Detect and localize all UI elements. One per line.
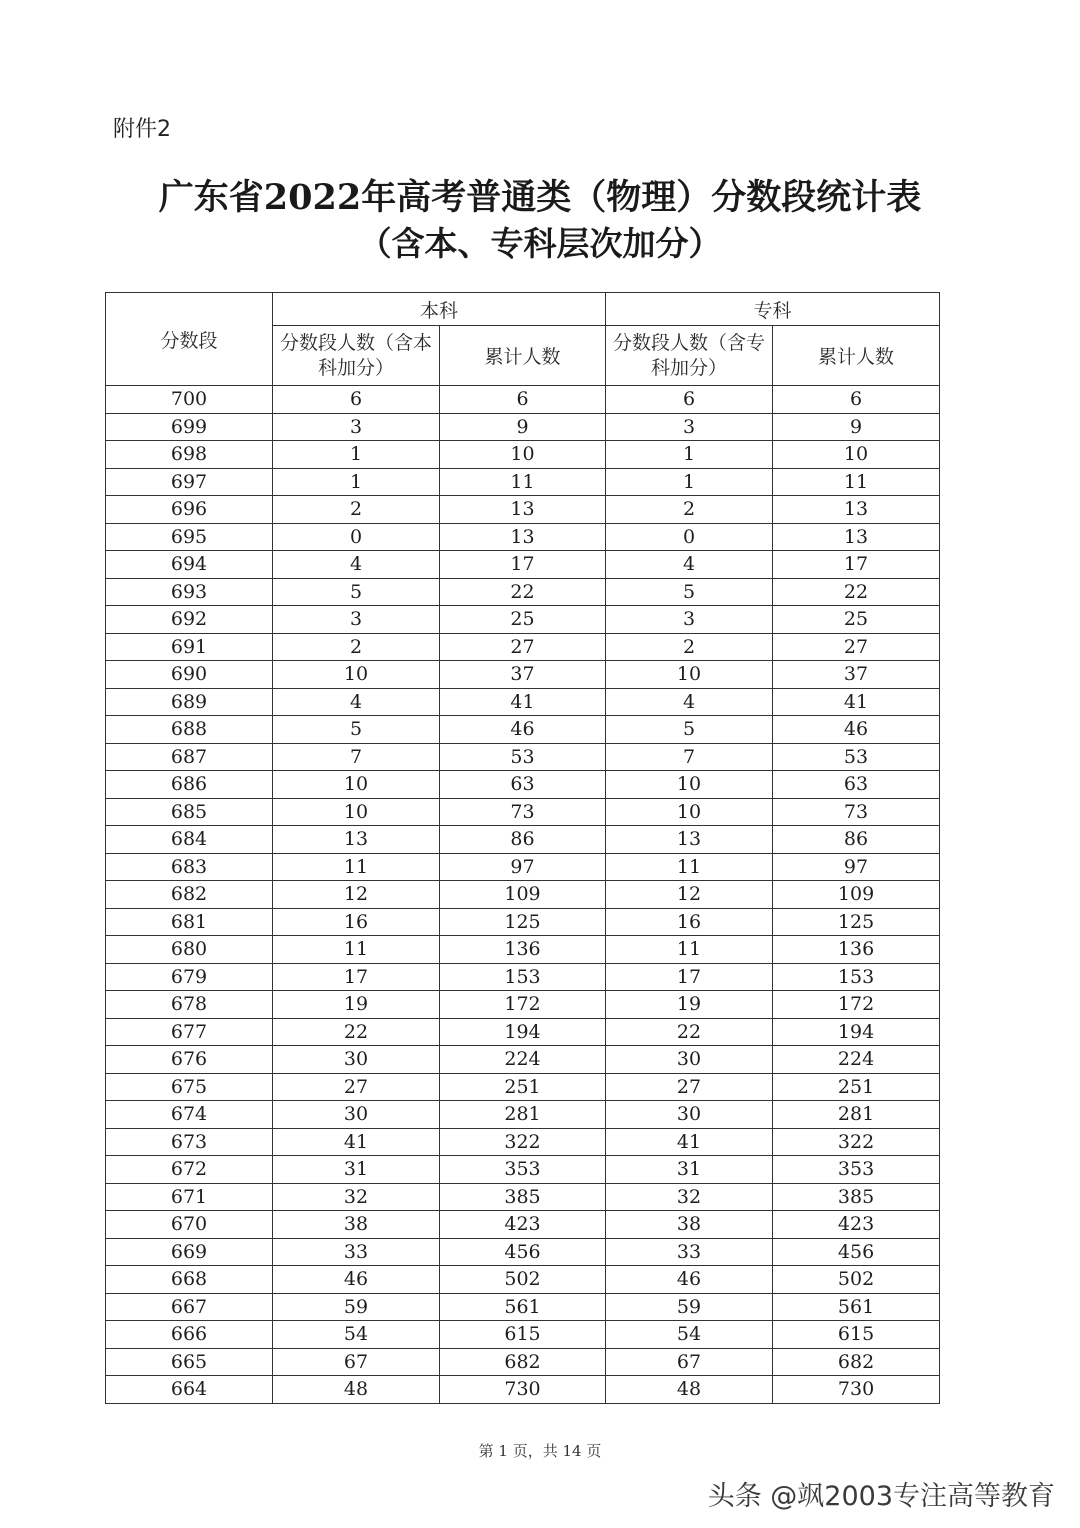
cell-associate-count: 17 (606, 963, 773, 991)
cell-bachelor-count: 16 (273, 908, 440, 936)
cell-score: 669 (106, 1238, 273, 1266)
table-row (106, 1101, 940, 1129)
table-row (106, 1376, 940, 1404)
cell-bachelor-cumulative: 37 (440, 661, 606, 689)
table-row (106, 771, 940, 799)
table-row (106, 688, 940, 716)
cell-associate-cumulative: 86 (773, 826, 940, 854)
cell-associate-count: 46 (606, 1266, 773, 1294)
cell-associate-cumulative: 46 (773, 716, 940, 744)
cell-score: 672 (106, 1156, 273, 1184)
cell-associate-cumulative: 281 (773, 1101, 940, 1129)
cell-bachelor-count: 7 (273, 743, 440, 771)
cell-associate-count: 11 (606, 853, 773, 881)
cell-bachelor-cumulative: 502 (440, 1266, 606, 1294)
cell-bachelor-count: 30 (273, 1101, 440, 1129)
cell-bachelor-cumulative: 25 (440, 606, 606, 634)
cell-bachelor-cumulative: 22 (440, 578, 606, 606)
table-row (106, 1238, 940, 1266)
cell-score: 695 (106, 523, 273, 551)
cell-associate-cumulative: 53 (773, 743, 940, 771)
attachment-label: 附件2 (113, 117, 171, 142)
table-row (106, 386, 940, 414)
cell-bachelor-count: 48 (273, 1376, 440, 1404)
cell-bachelor-cumulative: 730 (440, 1376, 606, 1404)
cell-bachelor-count: 11 (273, 936, 440, 964)
cell-bachelor-count: 13 (273, 826, 440, 854)
cell-bachelor-cumulative: 41 (440, 688, 606, 716)
table-row (106, 743, 940, 771)
cell-bachelor-cumulative: 561 (440, 1293, 606, 1321)
cell-associate-cumulative: 97 (773, 853, 940, 881)
cell-associate-count: 22 (606, 1018, 773, 1046)
cell-bachelor-cumulative: 322 (440, 1128, 606, 1156)
cell-associate-cumulative: 9 (773, 413, 940, 441)
cell-associate-count: 0 (606, 523, 773, 551)
cell-score: 689 (106, 688, 273, 716)
cell-bachelor-count: 31 (273, 1156, 440, 1184)
cell-associate-cumulative: 385 (773, 1183, 940, 1211)
cell-bachelor-count: 1 (273, 468, 440, 496)
watermark-text: 头条 @飒2003专注高等教育 (707, 1481, 1055, 1512)
cell-score: 690 (106, 661, 273, 689)
table-row (106, 523, 940, 551)
cell-bachelor-count: 10 (273, 661, 440, 689)
cell-score: 670 (106, 1211, 273, 1239)
cell-associate-cumulative: 13 (773, 496, 940, 524)
cell-score: 667 (106, 1293, 273, 1321)
cell-bachelor-count: 17 (273, 963, 440, 991)
table-row (106, 468, 940, 496)
cell-associate-count: 3 (606, 606, 773, 634)
table-row (106, 413, 940, 441)
cell-associate-count: 2 (606, 633, 773, 661)
cell-associate-cumulative: 224 (773, 1046, 940, 1074)
table-row (106, 633, 940, 661)
cell-score: 683 (106, 853, 273, 881)
cell-score: 700 (106, 386, 273, 414)
cell-associate-cumulative: 11 (773, 468, 940, 496)
cell-associate-cumulative: 353 (773, 1156, 940, 1184)
cell-associate-cumulative: 22 (773, 578, 940, 606)
cell-associate-count: 27 (606, 1073, 773, 1101)
cell-associate-count: 2 (606, 496, 773, 524)
cell-bachelor-count: 30 (273, 1046, 440, 1074)
cell-bachelor-count: 27 (273, 1073, 440, 1101)
cell-associate-count: 41 (606, 1128, 773, 1156)
table-row (106, 716, 940, 744)
cell-bachelor-cumulative: 281 (440, 1101, 606, 1129)
cell-bachelor-cumulative: 11 (440, 468, 606, 496)
cell-bachelor-cumulative: 172 (440, 991, 606, 1019)
table-body (106, 386, 940, 1404)
table-row (106, 1128, 940, 1156)
table-row (106, 1156, 940, 1184)
cell-associate-count: 19 (606, 991, 773, 1019)
cell-bachelor-cumulative: 46 (440, 716, 606, 744)
cell-score: 671 (106, 1183, 273, 1211)
cell-score: 680 (106, 936, 273, 964)
cell-bachelor-count: 6 (273, 386, 440, 414)
cell-bachelor-cumulative: 86 (440, 826, 606, 854)
cell-score: 668 (106, 1266, 273, 1294)
cell-associate-cumulative: 194 (773, 1018, 940, 1046)
table-row (106, 936, 940, 964)
cell-associate-cumulative: 561 (773, 1293, 940, 1321)
cell-bachelor-count: 11 (273, 853, 440, 881)
cell-score: 686 (106, 771, 273, 799)
table-row (106, 441, 940, 469)
cell-associate-cumulative: 10 (773, 441, 940, 469)
cell-associate-count: 16 (606, 908, 773, 936)
table-row (106, 908, 940, 936)
document-subtitle: （含本、专科层次加分） (358, 224, 722, 263)
cell-bachelor-cumulative: 136 (440, 936, 606, 964)
cell-associate-count: 13 (606, 826, 773, 854)
cell-bachelor-count: 41 (273, 1128, 440, 1156)
table-row (106, 1348, 940, 1376)
cell-associate-cumulative: 322 (773, 1128, 940, 1156)
table-row (106, 1211, 940, 1239)
cell-associate-count: 3 (606, 413, 773, 441)
cell-score: 675 (106, 1073, 273, 1101)
cell-bachelor-cumulative: 73 (440, 798, 606, 826)
cell-bachelor-cumulative: 194 (440, 1018, 606, 1046)
cell-bachelor-count: 4 (273, 688, 440, 716)
cell-bachelor-cumulative: 53 (440, 743, 606, 771)
cell-associate-cumulative: 615 (773, 1321, 940, 1349)
cell-bachelor-count: 46 (273, 1266, 440, 1294)
table-row (106, 551, 940, 579)
cell-score: 685 (106, 798, 273, 826)
table-row (106, 1321, 940, 1349)
cell-bachelor-count: 38 (273, 1211, 440, 1239)
table-row (106, 1018, 940, 1046)
cell-score: 673 (106, 1128, 273, 1156)
cell-bachelor-count: 4 (273, 551, 440, 579)
cell-bachelor-count: 67 (273, 1348, 440, 1376)
header-associate-group: 专科 (606, 293, 940, 326)
table-row (106, 1266, 940, 1294)
header-score-range: 分数段 (106, 293, 273, 386)
header-bachelor-group: 本科 (273, 293, 606, 326)
cell-score: 697 (106, 468, 273, 496)
cell-score: 696 (106, 496, 273, 524)
header-associate-count: 分数段人数（含专科加分） (606, 326, 773, 386)
cell-associate-cumulative: 73 (773, 798, 940, 826)
cell-score: 679 (106, 963, 273, 991)
cell-score: 692 (106, 606, 273, 634)
cell-score: 687 (106, 743, 273, 771)
cell-associate-count: 32 (606, 1183, 773, 1211)
cell-bachelor-count: 33 (273, 1238, 440, 1266)
cell-associate-count: 59 (606, 1293, 773, 1321)
cell-associate-cumulative: 63 (773, 771, 940, 799)
cell-associate-count: 6 (606, 386, 773, 414)
cell-associate-count: 10 (606, 798, 773, 826)
cell-score: 682 (106, 881, 273, 909)
cell-bachelor-cumulative: 125 (440, 908, 606, 936)
cell-bachelor-cumulative: 153 (440, 963, 606, 991)
table-row (106, 853, 940, 881)
cell-associate-cumulative: 13 (773, 523, 940, 551)
table-row (106, 496, 940, 524)
cell-associate-cumulative: 251 (773, 1073, 940, 1101)
cell-associate-count: 30 (606, 1046, 773, 1074)
cell-associate-cumulative: 682 (773, 1348, 940, 1376)
cell-associate-cumulative: 730 (773, 1376, 940, 1404)
cell-bachelor-cumulative: 251 (440, 1073, 606, 1101)
cell-bachelor-cumulative: 13 (440, 496, 606, 524)
table-row (106, 578, 940, 606)
table-row (106, 826, 940, 854)
cell-score: 678 (106, 991, 273, 1019)
cell-bachelor-cumulative: 682 (440, 1348, 606, 1376)
cell-bachelor-cumulative: 10 (440, 441, 606, 469)
cell-associate-cumulative: 456 (773, 1238, 940, 1266)
cell-bachelor-count: 2 (273, 496, 440, 524)
cell-bachelor-cumulative: 97 (440, 853, 606, 881)
cell-bachelor-cumulative: 109 (440, 881, 606, 909)
cell-associate-count: 48 (606, 1376, 773, 1404)
cell-associate-cumulative: 37 (773, 661, 940, 689)
table-row (106, 881, 940, 909)
cell-associate-count: 5 (606, 578, 773, 606)
cell-associate-count: 11 (606, 936, 773, 964)
cell-score: 698 (106, 441, 273, 469)
table-row (106, 606, 940, 634)
cell-bachelor-count: 2 (273, 633, 440, 661)
table-row (106, 1073, 940, 1101)
cell-score: 694 (106, 551, 273, 579)
cell-bachelor-count: 0 (273, 523, 440, 551)
cell-associate-cumulative: 25 (773, 606, 940, 634)
cell-bachelor-cumulative: 27 (440, 633, 606, 661)
cell-bachelor-cumulative: 353 (440, 1156, 606, 1184)
cell-associate-cumulative: 17 (773, 551, 940, 579)
cell-bachelor-count: 3 (273, 606, 440, 634)
cell-bachelor-count: 19 (273, 991, 440, 1019)
cell-bachelor-cumulative: 456 (440, 1238, 606, 1266)
cell-associate-cumulative: 153 (773, 963, 940, 991)
cell-associate-cumulative: 27 (773, 633, 940, 661)
cell-bachelor-cumulative: 224 (440, 1046, 606, 1074)
cell-bachelor-count: 5 (273, 716, 440, 744)
cell-bachelor-cumulative: 385 (440, 1183, 606, 1211)
cell-associate-cumulative: 41 (773, 688, 940, 716)
table-row (106, 991, 940, 1019)
cell-associate-count: 54 (606, 1321, 773, 1349)
cell-associate-count: 10 (606, 771, 773, 799)
document-title: 广东省2022年高考普通类（物理）分数段统计表 (158, 177, 922, 218)
cell-bachelor-count: 10 (273, 771, 440, 799)
table-row (106, 661, 940, 689)
cell-bachelor-count: 1 (273, 441, 440, 469)
header-associate-cumulative: 累计人数 (773, 326, 940, 386)
cell-bachelor-count: 5 (273, 578, 440, 606)
table-row (106, 963, 940, 991)
cell-bachelor-count: 3 (273, 413, 440, 441)
header-bachelor-count: 分数段人数（含本科加分） (273, 326, 440, 386)
cell-associate-cumulative: 125 (773, 908, 940, 936)
cell-associate-cumulative: 172 (773, 991, 940, 1019)
cell-bachelor-count: 12 (273, 881, 440, 909)
cell-associate-count: 67 (606, 1348, 773, 1376)
cell-score: 693 (106, 578, 273, 606)
score-distribution-table (105, 292, 940, 1404)
table-row (106, 1183, 940, 1211)
table-row (106, 1046, 940, 1074)
cell-bachelor-cumulative: 63 (440, 771, 606, 799)
table-row (106, 1293, 940, 1321)
cell-score: 677 (106, 1018, 273, 1046)
cell-score: 676 (106, 1046, 273, 1074)
cell-bachelor-count: 54 (273, 1321, 440, 1349)
cell-bachelor-count: 10 (273, 798, 440, 826)
cell-bachelor-cumulative: 17 (440, 551, 606, 579)
cell-associate-cumulative: 423 (773, 1211, 940, 1239)
cell-score: 666 (106, 1321, 273, 1349)
cell-score: 688 (106, 716, 273, 744)
cell-associate-cumulative: 502 (773, 1266, 940, 1294)
cell-associate-count: 1 (606, 468, 773, 496)
cell-bachelor-cumulative: 615 (440, 1321, 606, 1349)
cell-associate-count: 10 (606, 661, 773, 689)
cell-associate-count: 7 (606, 743, 773, 771)
cell-associate-count: 12 (606, 881, 773, 909)
header-bachelor-cumulative: 累计人数 (440, 326, 606, 386)
cell-score: 681 (106, 908, 273, 936)
cell-bachelor-count: 59 (273, 1293, 440, 1321)
cell-score: 665 (106, 1348, 273, 1376)
cell-score: 674 (106, 1101, 273, 1129)
cell-associate-cumulative: 6 (773, 386, 940, 414)
cell-bachelor-count: 22 (273, 1018, 440, 1046)
cell-score: 691 (106, 633, 273, 661)
cell-score: 664 (106, 1376, 273, 1404)
cell-associate-cumulative: 109 (773, 881, 940, 909)
cell-score: 699 (106, 413, 273, 441)
cell-associate-count: 4 (606, 551, 773, 579)
cell-associate-count: 4 (606, 688, 773, 716)
cell-bachelor-cumulative: 6 (440, 386, 606, 414)
cell-associate-cumulative: 136 (773, 936, 940, 964)
cell-associate-count: 33 (606, 1238, 773, 1266)
cell-bachelor-cumulative: 423 (440, 1211, 606, 1239)
cell-bachelor-cumulative: 9 (440, 413, 606, 441)
cell-associate-count: 31 (606, 1156, 773, 1184)
cell-score: 684 (106, 826, 273, 854)
cell-associate-count: 5 (606, 716, 773, 744)
page-number: 第 1 页，共 14 页 (478, 1442, 602, 1460)
cell-bachelor-count: 32 (273, 1183, 440, 1211)
cell-associate-count: 1 (606, 441, 773, 469)
cell-associate-count: 30 (606, 1101, 773, 1129)
cell-bachelor-cumulative: 13 (440, 523, 606, 551)
cell-associate-count: 38 (606, 1211, 773, 1239)
table-row (106, 798, 940, 826)
